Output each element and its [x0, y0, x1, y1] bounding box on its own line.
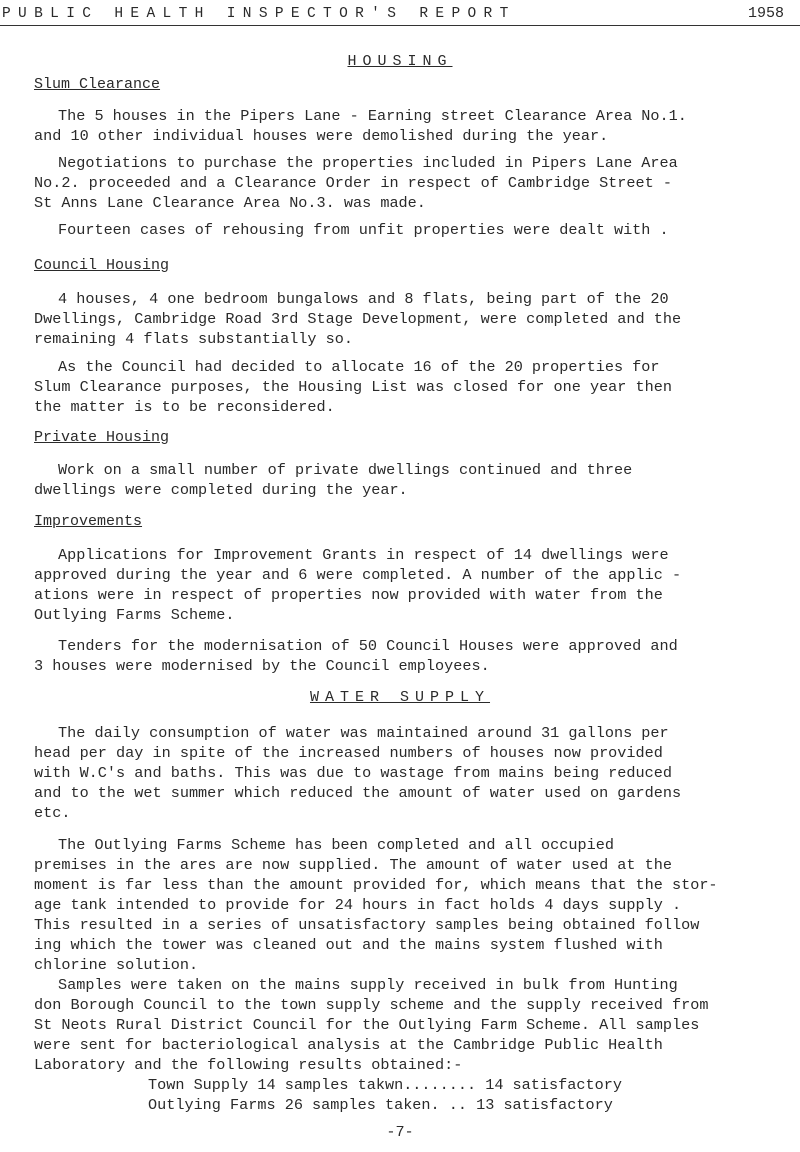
text-line: The Outlying Farms Scheme has been completed and all occupied	[58, 836, 614, 854]
housing-heading	[0, 52, 800, 72]
text-line: Negotiations to purchase the properties included in Pipers Lane Area	[58, 154, 678, 172]
slum-para-2	[34, 153, 780, 213]
text-line: remaining 4 flats substantially so.	[34, 330, 353, 348]
text-line: This resulted in a series of unsatisfactory samples being obtained follow	[34, 916, 700, 934]
text-line: the matter is to be reconsidered.	[34, 398, 335, 416]
result-line: Town Supply 14 samples takwn........ 14 satisfactory	[148, 1076, 622, 1094]
text-line: ations were in respect of properties now provided with water from the	[34, 586, 663, 604]
text-line: The 5 houses in the Pipers Lane - Earning street Clearance Area No.1.	[58, 107, 687, 125]
water-supply-heading	[0, 688, 800, 708]
private-housing-heading: Private Housing	[34, 429, 170, 446]
water-para-3	[34, 975, 780, 1075]
text-line: head per day in spite of the increased numbers of houses now provided	[34, 744, 663, 762]
result-line: Outlying Farms 26 samples taken. .. 13 satisfactory	[148, 1096, 613, 1114]
text-line: As the Council had decided to allocate 16 of the 20 properties for	[58, 358, 660, 376]
text-line: Slum Clearance purposes, the Housing List was closed for one year then	[34, 378, 672, 396]
text-line: age tank intended to provide for 24 hours in fact holds 4 days supply .	[34, 896, 682, 914]
text-line: Dwellings, Cambridge Road 3rd Stage Development, were completed and the	[34, 310, 682, 328]
text-line: St Anns Lane Clearance Area No.3. was made.	[34, 194, 426, 212]
text-line: moment is far less than the amount provided for, which means that the stor-	[34, 876, 718, 894]
text-line: and 10 other individual houses were demolished during the year.	[34, 127, 609, 145]
text-line: 3 houses were modernised by the Council employees.	[34, 657, 490, 675]
council-para-1	[34, 289, 780, 349]
slum-para-1	[34, 106, 780, 146]
text-line: 4 houses, 4 one bedroom bungalows and 8 flats, being part of the 20	[58, 290, 669, 308]
text-line: Laboratory and the following results obtained:-	[34, 1056, 463, 1074]
text-line: etc.	[34, 804, 71, 822]
text-line: ing which the tower was cleaned out and the mains system flushed with	[34, 936, 663, 954]
improvements-heading: Improvements	[34, 513, 143, 530]
sample-results	[148, 1075, 788, 1115]
page-number: -7-	[386, 1123, 414, 1141]
council-housing-heading: Council Housing	[34, 257, 170, 274]
report-year: 1958	[747, 5, 784, 22]
water-para-2	[34, 835, 780, 975]
report-title: PUBLIC HEALTH INSPECTOR'S REPORT	[2, 6, 516, 22]
improvements-para-2	[34, 636, 780, 676]
housing-heading-text: HOUSING	[347, 53, 453, 70]
text-line: The daily consumption of water was maintained around 31 gallons per	[58, 724, 669, 742]
text-line: St Neots Rural District Council for the Outlying Farm Scheme. All samples	[34, 1016, 700, 1034]
improvements-para-1	[34, 545, 780, 625]
text-line: Fourteen cases of rehousing from unfit properties were dealt with .	[58, 221, 669, 239]
slum-para-3	[34, 220, 780, 240]
private-para-1	[34, 460, 780, 500]
text-line: No.2. proceeded and a Clearance Order in respect of Cambridge Street -	[34, 174, 672, 192]
text-line: Applications for Improvement Grants in respect of 14 dwellings were	[58, 546, 669, 564]
text-line: approved during the year and 6 were completed. A number of the applic -	[34, 566, 682, 584]
water-supply-heading-text: WATER SUPPLY	[309, 689, 491, 706]
text-line: chlorine solution.	[34, 956, 199, 974]
text-line: were sent for bacteriological analysis at the Cambridge Public Health	[34, 1036, 663, 1054]
text-line: and to the wet summer which reduced the amount of water used on gardens	[34, 784, 682, 802]
text-line: Outlying Farms Scheme.	[34, 606, 235, 624]
text-line: Tenders for the modernisation of 50 Council Houses were approved and	[58, 637, 678, 655]
slum-clearance-heading: Slum Clearance	[34, 76, 161, 93]
text-line: premises in the ares are now supplied. The amount of water used at the	[34, 856, 672, 874]
text-line: don Borough Council to the town supply scheme and the supply received from	[34, 996, 709, 1014]
text-line: dwellings were completed during the year.	[34, 481, 408, 499]
text-line: Samples were taken on the mains supply received in bulk from Hunting	[58, 976, 678, 994]
council-para-2	[34, 357, 780, 417]
water-para-1	[34, 723, 780, 823]
text-line: with W.C's and baths. This was due to wastage from mains being reduced	[34, 764, 672, 782]
report-header	[0, 4, 800, 26]
text-line: Work on a small number of private dwellings continued and three	[58, 461, 633, 479]
